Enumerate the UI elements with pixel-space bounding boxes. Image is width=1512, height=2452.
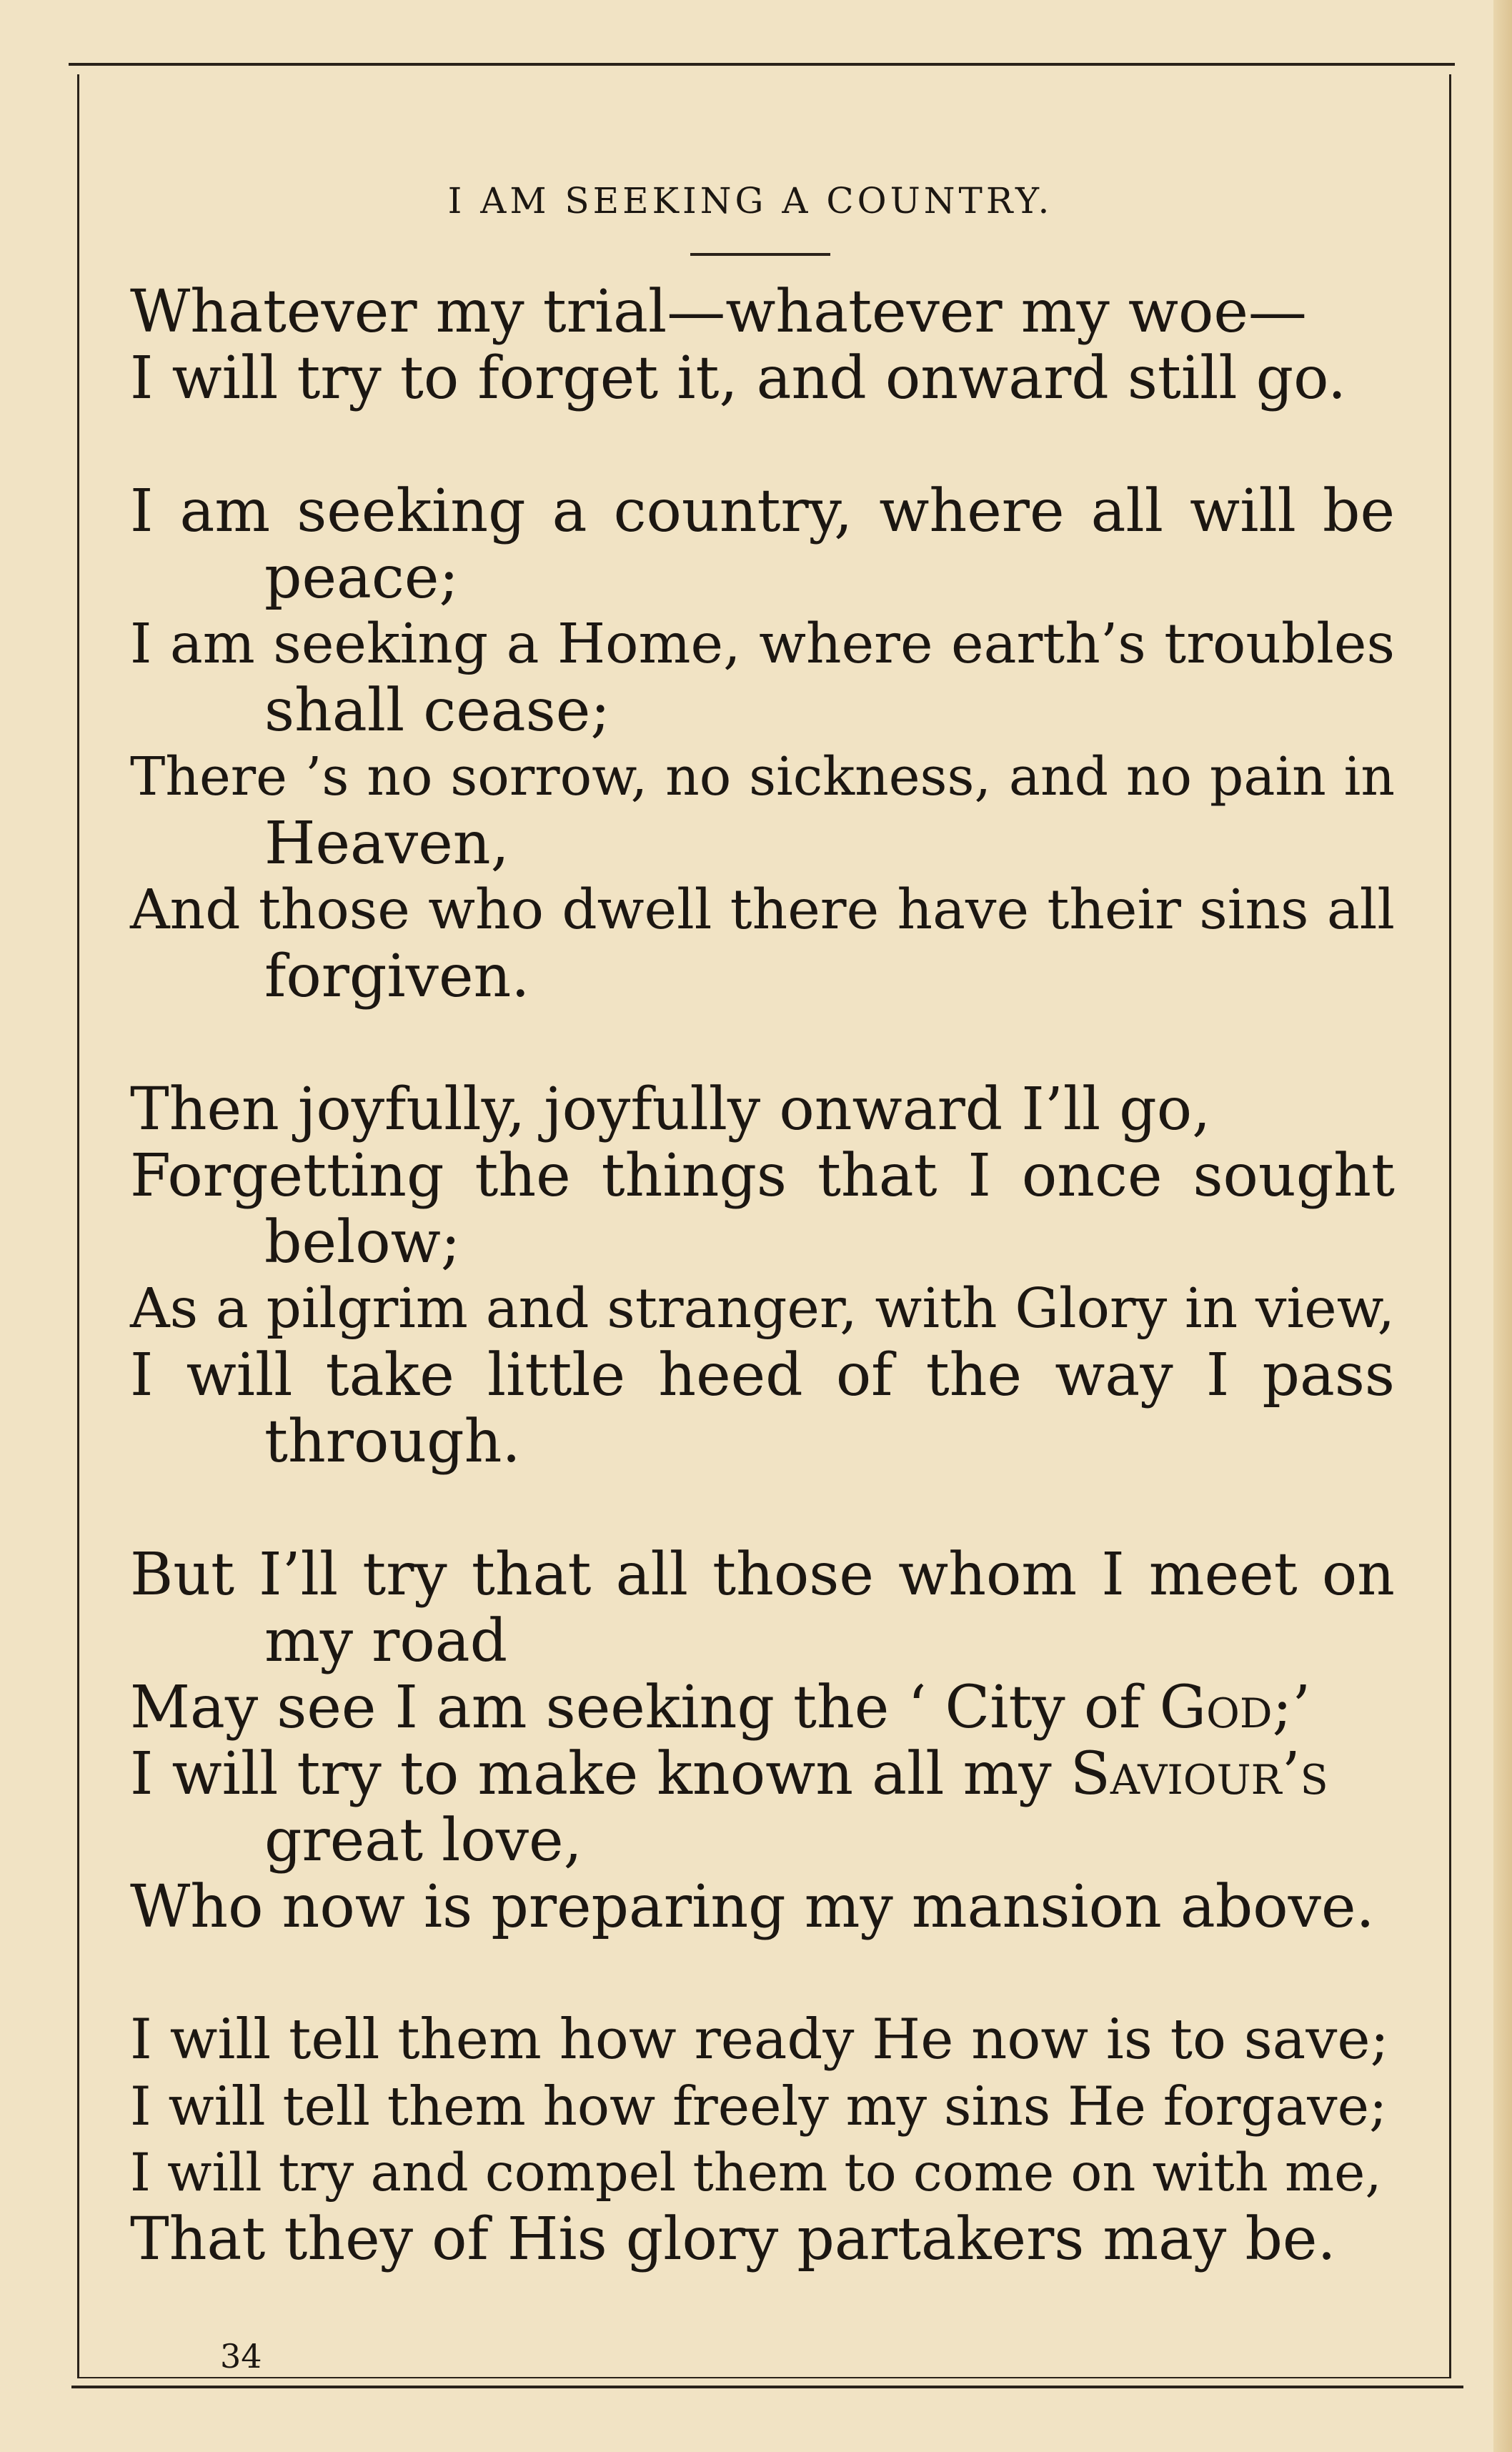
frame-top-rule	[69, 63, 1455, 66]
poem-line: Forgetting the things that I once sought	[130, 1142, 1395, 1210]
poem-line-text: May see I am seeking the ‘ City of	[130, 1674, 1160, 1742]
poem-line-continuation: through.	[264, 1408, 521, 1476]
poem-line: I will try and compel them to come on with me,	[130, 2143, 1382, 2203]
poem-line-text: ;’	[1272, 1674, 1311, 1742]
poem-line-continuation: forgiven.	[264, 943, 530, 1011]
poem-line-continuation: my road	[264, 1607, 508, 1675]
poem-line-text: I will try to make known all my	[130, 1740, 1070, 1808]
poem-line: Whatever my trial—whatever my woe—	[130, 278, 1307, 346]
poem-line: There ’s no sorrow, no sickness, and no pain in	[130, 746, 1395, 808]
stanza-4	[130, 1542, 1395, 1940]
poem-line: I will tell them how ready He now is to save;	[130, 2007, 1389, 2072]
poem-line: And those who dwell there have their sins all	[130, 878, 1395, 942]
poem-line-continuation: below;	[264, 1208, 461, 1276]
stanza-5	[130, 2007, 1395, 2273]
stanza-gap	[130, 412, 1395, 478]
stanza-2	[130, 478, 1395, 1010]
frame-right-rule	[1449, 74, 1451, 2377]
poem-line	[130, 1741, 1395, 1807]
stanza-1	[130, 279, 1395, 412]
poem-line-continuation: Heaven,	[264, 810, 509, 878]
stanza-gap	[130, 1010, 1395, 1076]
poem-line-continuation: great love,	[264, 1807, 582, 1875]
poem-line: Who now is preparing my mansion above.	[130, 1873, 1375, 1941]
poem-line: Then joyfully, joyfully onward I’ll go,	[130, 1076, 1211, 1143]
poem-line: I will take little heed of the way I pass	[130, 1341, 1395, 1409]
poem-line: I am seeking a Home, where earth’s troubles	[130, 612, 1395, 676]
poem-line: I will try to forget it, and onward still go.	[130, 344, 1347, 412]
poem-line: As a pilgrim and stranger, with Glory in view,	[130, 1277, 1395, 1341]
page-edge	[1493, 0, 1512, 2452]
stanza-gap	[130, 1475, 1395, 1542]
poem-line: That they of His glory partakers may be.	[130, 2205, 1336, 2273]
poem-line-continuation: peace;	[264, 544, 459, 612]
small-caps-word: God	[1159, 1674, 1273, 1742]
frame-bottom-rule	[71, 2386, 1463, 2388]
frame-bottom-inner-rule	[77, 2377, 1451, 2378]
poem	[130, 279, 1395, 2273]
poem-line: But I’ll try that all those whom I meet on	[130, 1541, 1395, 1609]
poem-line: I am seeking a country, where all will be	[130, 477, 1395, 545]
poem-line: I will tell them how freely my sins He forgave;	[130, 2075, 1388, 2138]
running-title: I AM SEEKING A COUNTRY.	[447, 180, 1053, 222]
stanza-3	[130, 1076, 1395, 1475]
title-rule	[690, 253, 830, 256]
stanza-gap	[130, 1940, 1395, 2007]
small-caps-word: Saviour’s	[1070, 1740, 1328, 1808]
poem-line	[130, 1674, 1395, 1741]
frame-left-rule	[77, 74, 79, 2377]
page-number: 34	[220, 2337, 262, 2376]
poem-line-continuation: shall cease;	[264, 677, 610, 745]
